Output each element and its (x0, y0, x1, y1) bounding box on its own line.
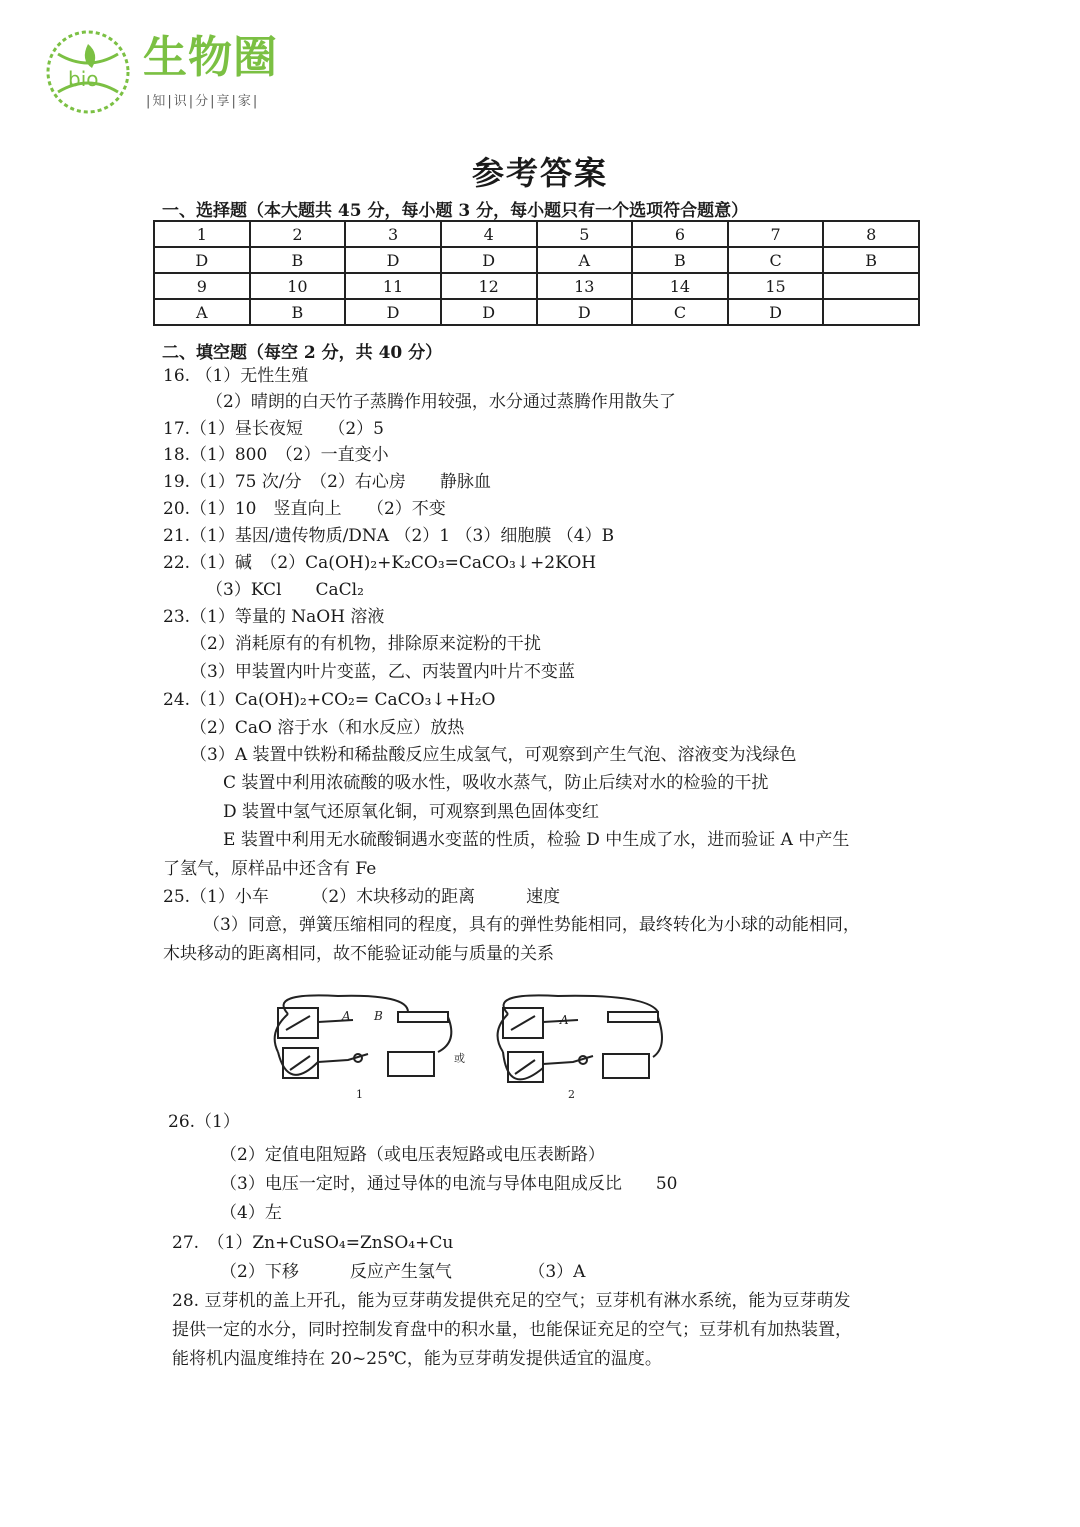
table-cell: C (728, 247, 824, 273)
table-cell: 8 (823, 221, 919, 247)
table-cell (823, 299, 919, 325)
logo-name: 生物圈 (143, 32, 278, 83)
dna-leaf-icon (40, 24, 150, 124)
answer-line: 提供一定的水分，同时控制发育盘中的积水量，也能保证充足的空气；豆芽机有加热装置， (172, 1320, 852, 1340)
answer-line: 25.（1）小车 （2）木块移动的距离 速度 (163, 887, 561, 907)
answer-line: 17.（1）昼长夜短 （2）5 (163, 419, 384, 439)
table-cell: B (632, 247, 728, 273)
table-cell: 13 (537, 273, 633, 299)
rheostat-icon (608, 1012, 658, 1022)
table-cell: D (441, 299, 537, 325)
answer-line: （3）A 装置中铁粉和稀盐酸反应生成氢气，可观察到产生气泡、溶液变为浅绿色 (190, 745, 797, 765)
answer-line: （4）左 (220, 1203, 282, 1223)
table-cell: 7 (728, 221, 824, 247)
table-cell: D (441, 247, 537, 273)
answer-line: 19.（1）75 次/分 （2）右心房 静脉血 (163, 472, 491, 492)
answer-line: （2）下移 反应产生氢气 （3）A (220, 1262, 586, 1282)
table-cell: 2 (250, 221, 346, 247)
figure-label-1: 1 (356, 1088, 363, 1101)
rheostat-icon (398, 1012, 448, 1022)
table-cell: 6 (632, 221, 728, 247)
answer-line: （3）甲装置内叶片变蓝，乙、丙装置内叶片不变蓝 (190, 662, 575, 682)
table-cell: A (154, 299, 250, 325)
answer-line: （2）CaO 溶于水（和水反应）放热 (190, 718, 465, 738)
answer-line: （2）晴朗的白天竹子蒸腾作用较强，水分通过蒸腾作用散失了 (206, 392, 676, 412)
table-cell: D (345, 299, 441, 325)
answer-line: 16. （1）无性生殖 (163, 366, 309, 386)
logo-badge: bio (68, 67, 99, 91)
section2-heading: 二、填空题（每空 2 分，共 40 分） (162, 343, 443, 363)
table-cell: B (823, 247, 919, 273)
answer-table (153, 220, 920, 326)
table-cell: 10 (250, 273, 346, 299)
answer-line: （2）定值电阻短路（或电压表短路或电压表断路） (220, 1145, 605, 1165)
answer-line: 24.（1）Ca(OH)₂+CO₂= CaCO₃↓+H₂O (163, 690, 496, 710)
table-cell: B (250, 299, 346, 325)
table-row (154, 247, 919, 273)
answer-line: （3）电压一定时，通过导体的电流与导体电阻成反比 50 (220, 1174, 678, 1194)
answer-line: 能将机内温度维持在 20~25℃，能为豆芽萌发提供适宜的温度。 (172, 1349, 662, 1369)
table-cell: D (728, 299, 824, 325)
table-row (154, 221, 919, 247)
answer-line: 18.（1）800 （2）一直变小 (163, 445, 389, 465)
answer-line: 28. 豆芽机的盖上开孔，能为豆芽萌发提供充足的空气；豆芽机有淋水系统，能为豆芽萌发 (172, 1291, 851, 1311)
answer-line: C 装置中利用浓硫酸的吸水性，吸收水蒸气，防止后续对水的检验的干扰 (223, 773, 769, 793)
table-cell: D (154, 247, 250, 273)
answer-line: （2）消耗原有的有机物，排除原来淀粉的干扰 (190, 634, 541, 654)
table-row (154, 299, 919, 325)
answer-line: 20.（1）10 竖直向上 （2）不变 (163, 499, 446, 519)
table-row (154, 273, 919, 299)
answer-line: 27. （1）Zn+CuSO₄=ZnSO₄+Cu (172, 1233, 454, 1253)
page-title: 参考答案 (471, 154, 608, 192)
logo-tagline: |知|识|分|享|家| (146, 94, 260, 109)
table-cell: A (537, 247, 633, 273)
table-cell: 5 (537, 221, 633, 247)
answer-line: 26.（1） (168, 1112, 240, 1132)
label-a: A (342, 1009, 351, 1023)
table-cell: B (250, 247, 346, 273)
answer-line: 21.（1）基因/遗传物质/DNA （2）1 （3）细胞膜 （4）B (163, 526, 615, 546)
table-cell: 3 (345, 221, 441, 247)
answer-line: D 装置中氢气还原氧化铜，可观察到黑色固体变红 (223, 802, 600, 822)
table-cell: D (537, 299, 633, 325)
answer-line: （3）KCl CaCl₂ (206, 580, 364, 600)
table-cell (823, 273, 919, 299)
label-or: 或 (454, 1052, 465, 1065)
answer-line: 了氢气，原样品中还含有 Fe (163, 859, 377, 879)
label-b: B (374, 1009, 383, 1023)
table-cell: 12 (441, 273, 537, 299)
table-cell: 11 (345, 273, 441, 299)
table-cell: 4 (441, 221, 537, 247)
section1-heading: 一、选择题（本大题共 45 分，每小题 3 分，每小题只有一个选项符合题意） (162, 201, 749, 221)
circuit-diagram (258, 992, 678, 1102)
battery-icon (603, 1054, 649, 1078)
figure-label-2: 2 (568, 1088, 575, 1101)
table-cell: C (632, 299, 728, 325)
table-cell: 9 (154, 273, 250, 299)
answer-line: 木块移动的距离相同，故不能验证动能与质量的关系 (163, 944, 554, 964)
label-a: A (560, 1013, 569, 1027)
answer-line: E 装置中利用无水硫酸铜遇水变蓝的性质，检验 D 中生成了水，进而验证 A 中产生 (223, 830, 850, 850)
table-cell: 14 (632, 273, 728, 299)
table-cell: 1 (154, 221, 250, 247)
table-cell: D (345, 247, 441, 273)
answer-line: （3）同意，弹簧压缩相同的程度，具有的弹性势能相同，最终转化为小球的动能相同， (203, 915, 860, 935)
battery-icon (388, 1052, 434, 1076)
answer-line: 22.（1）碱 （2）Ca(OH)₂+K₂CO₃=CaCO₃↓+2KOH (163, 553, 597, 573)
table-cell: 15 (728, 273, 824, 299)
answer-line: 23.（1）等量的 NaOH 溶液 (163, 607, 385, 627)
